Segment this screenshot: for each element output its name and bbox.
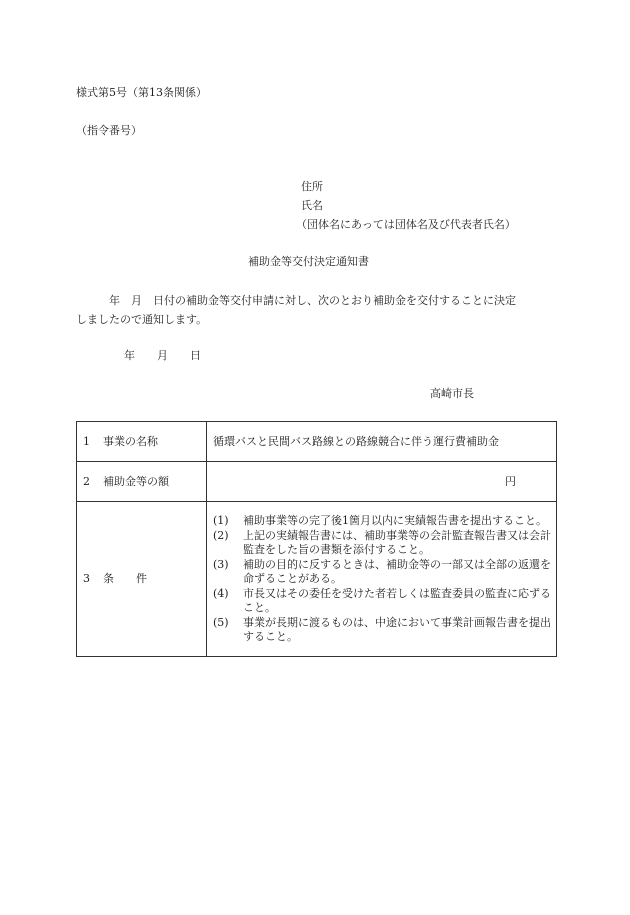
table-row: [77, 422, 557, 462]
table-row: [77, 502, 557, 657]
row-label: 2 補助金等の額: [77, 462, 207, 502]
body-text-line-1: 年 月 日付の補助金等交付申請に対し、次のとおり補助金を交付することに決定: [109, 294, 516, 307]
body-text-line-2: しましたので通知します。: [76, 313, 208, 326]
order-number: （指令番号）: [76, 124, 142, 137]
info-table: [76, 421, 557, 657]
row-label: 1 事業の名称: [77, 422, 207, 462]
name-label: 氏名: [301, 199, 323, 212]
date-year: 年: [124, 349, 135, 362]
list-item: (4) 市長又はその委任を受けた者若しくは監査委員の監査に応ずること。: [213, 587, 551, 614]
row-label: 3 条 件: [77, 502, 207, 657]
date-line: [124, 349, 201, 363]
date-month: 月: [157, 349, 168, 362]
form-number: 様式第5号（第13条関係）: [76, 86, 207, 99]
list-item: (1) 補助事業等の完了後1箇月以内に実績報告書を提出すること。: [213, 514, 547, 527]
list-item: (5) 事業が長期に渡るものは、中途において事業計画報告書を提出すること。: [213, 616, 551, 643]
address-label: 住所: [301, 180, 323, 193]
conditions-cell: [207, 502, 557, 657]
amount-value: 円: [207, 462, 557, 502]
issuer-name: 高崎市長: [430, 387, 474, 400]
list-item: (3) 補助の目的に反するときは、補助金等の一部又は全部の返還を命ずることがある。: [213, 558, 551, 585]
table-row: [77, 462, 557, 502]
document-title: 補助金等交付決定通知書: [248, 255, 369, 268]
date-day: 日: [190, 349, 201, 362]
group-name-note: （団体名にあっては団体名及び代表者氏名）: [296, 218, 516, 231]
project-name-value: 循環バスと民間バス路線との路線競合に伴う運行費補助金: [207, 422, 557, 462]
list-item: (2) 上記の実績報告書には、補助事業等の会計監査報告書又は会計監査をした旨の書類を添付すること。: [213, 529, 551, 556]
conditions-list: [213, 514, 552, 644]
